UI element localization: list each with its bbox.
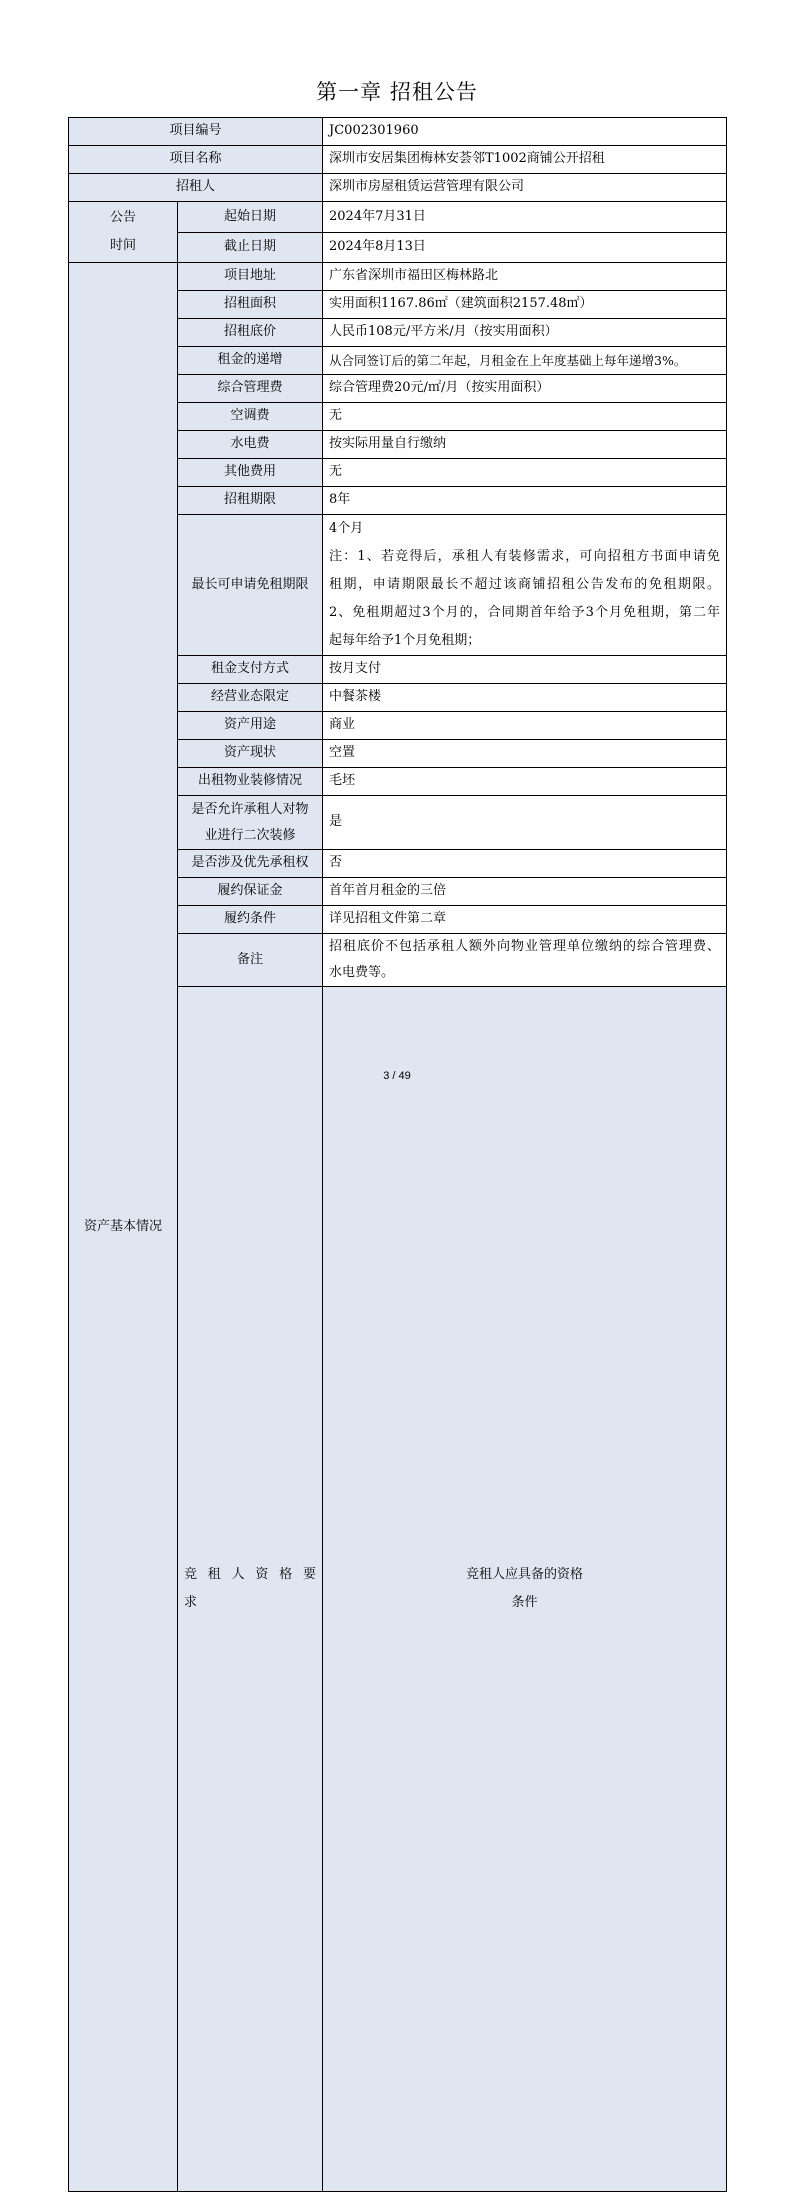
row-value-project-name: 深圳市安居集团梅林安荟邻T1002商铺公开招租 [323, 146, 727, 174]
row-label-qualification [323, 987, 727, 2192]
row-value-project-no: JC002301960 [323, 118, 727, 146]
row-label-utility-fee: 水电费 [178, 431, 323, 459]
row-value-lessor: 深圳市房屋租赁运营管理有限公司 [323, 174, 727, 202]
free-rent-line4: 2、免租期超过3个月的，合同期首年给予3个月免租期，第二年 [329, 605, 721, 620]
row-label-asset-status: 资产现状 [178, 740, 323, 768]
row-label-rent-increase: 租金的递增 [178, 347, 323, 375]
row-label-business-type: 经营业态限定 [178, 684, 323, 712]
table-row [69, 146, 727, 174]
secondary-reno-label-line2: 业进行二次装修 [204, 827, 296, 843]
row-label-start-date: 起始日期 [178, 202, 323, 233]
row-value-deposit: 首年首月租金的三倍 [323, 878, 727, 906]
row-value-mgmt-fee: 综合管理费20元/㎡/月（按实用面积） [323, 375, 727, 403]
free-rent-line3: 租期，申请期限最长不超过该商铺招租公告发布的免租期限。 [329, 577, 721, 592]
row-value-asset-use: 商业 [323, 712, 727, 740]
row-value-rent-increase: 从合同签订后的第二年起，月租金在上年度基础上每年递增3%。 [323, 347, 727, 375]
table-row [69, 118, 727, 146]
row-value-free-rent [323, 515, 727, 656]
row-label-asset-use: 资产用途 [178, 712, 323, 740]
row-label-end-date: 截止日期 [178, 232, 323, 263]
row-value-ac-fee: 无 [323, 403, 727, 431]
free-rent-line5: 起每年给予1个月免租期； [329, 633, 481, 648]
category-notice-time [69, 202, 178, 263]
row-value-other-fee: 无 [323, 459, 727, 487]
row-label-remark: 备注 [178, 934, 323, 987]
table-row [69, 174, 727, 202]
row-label-payment: 租金支付方式 [178, 656, 323, 684]
free-rent-line2: 注：1、若竞得后，承租人有装修需求，可向招租方书面申请免 [329, 549, 721, 564]
chapter-title: 第一章 招租公告 [316, 80, 478, 104]
free-rent-line1: 4个月 [329, 521, 364, 536]
row-label-mgmt-fee: 综合管理费 [178, 375, 323, 403]
row-value-decoration: 毛坯 [323, 768, 727, 796]
row-label-deposit: 履约保证金 [178, 878, 323, 906]
row-label-project-name: 项目名称 [69, 146, 323, 174]
row-label-other-fee: 其他费用 [178, 459, 323, 487]
row-value-area: 实用面积1167.86㎡（建筑面积2157.48㎡） [323, 291, 727, 319]
row-value-priority-lease: 否 [323, 850, 727, 878]
remark-line2: 水电费等。 [329, 965, 395, 980]
row-value-asset-status: 空置 [323, 740, 727, 768]
row-value-start-date: 2024年7月31日 [323, 202, 727, 233]
row-label-lease-term: 招租期限 [178, 487, 323, 515]
row-value-end-date: 2024年8月13日 [323, 232, 727, 263]
category-bidder-line2: 求 [184, 1595, 198, 1610]
category-asset: 资产基本情况 [69, 263, 178, 2192]
page-number: 3 / 49 [383, 1070, 411, 1082]
row-label-free-rent: 最长可申请免租期限 [178, 515, 323, 656]
secondary-reno-label-line1: 是否允许承租人对物 [191, 801, 309, 817]
row-label-decoration: 出租物业装修情况 [178, 768, 323, 796]
row-label-ac-fee: 空调费 [178, 403, 323, 431]
row-value-address: 广东省深圳市福田区梅林路北 [323, 263, 727, 291]
row-label-area: 招租面积 [178, 291, 323, 319]
row-label-priority-lease: 是否涉及优先承租权 [178, 850, 323, 878]
row-value-payment: 按月支付 [323, 656, 727, 684]
row-label-address: 项目地址 [178, 263, 323, 291]
row-value-base-price: 人民币108元/平方米/月（按实用面积） [323, 319, 727, 347]
remark-line1: 招租底价不包括承租人额外向物业管理单位缴纳的综合管理费、 [329, 939, 721, 954]
row-label-base-price: 招租底价 [178, 319, 323, 347]
row-value-business-type: 中餐茶楼 [323, 684, 727, 712]
qualification-label-line2: 条件 [511, 1595, 538, 1610]
row-value-lease-term: 8年 [323, 487, 727, 515]
row-label-performance: 履约条件 [178, 906, 323, 934]
row-label-secondary-reno [178, 796, 323, 850]
category-notice-time-line2: 时间 [109, 238, 136, 253]
table-row [69, 263, 727, 291]
row-value-utility-fee: 按实际用量自行缴纳 [323, 431, 727, 459]
category-bidder-line1: 竞租人资格要 [184, 1567, 317, 1582]
category-notice-time-line1: 公告 [109, 210, 136, 225]
notice-table [68, 117, 727, 2192]
category-bidder [178, 987, 323, 2192]
row-label-lessor: 招租人 [69, 174, 323, 202]
row-value-performance: 详见招租文件第二章 [323, 906, 727, 934]
row-value-remark [323, 934, 727, 987]
row-value-secondary-reno: 是 [323, 796, 727, 850]
table-row [69, 202, 727, 233]
row-label-project-no: 项目编号 [69, 118, 323, 146]
qualification-label-line1: 竞租人应具备的资格 [466, 1567, 584, 1582]
